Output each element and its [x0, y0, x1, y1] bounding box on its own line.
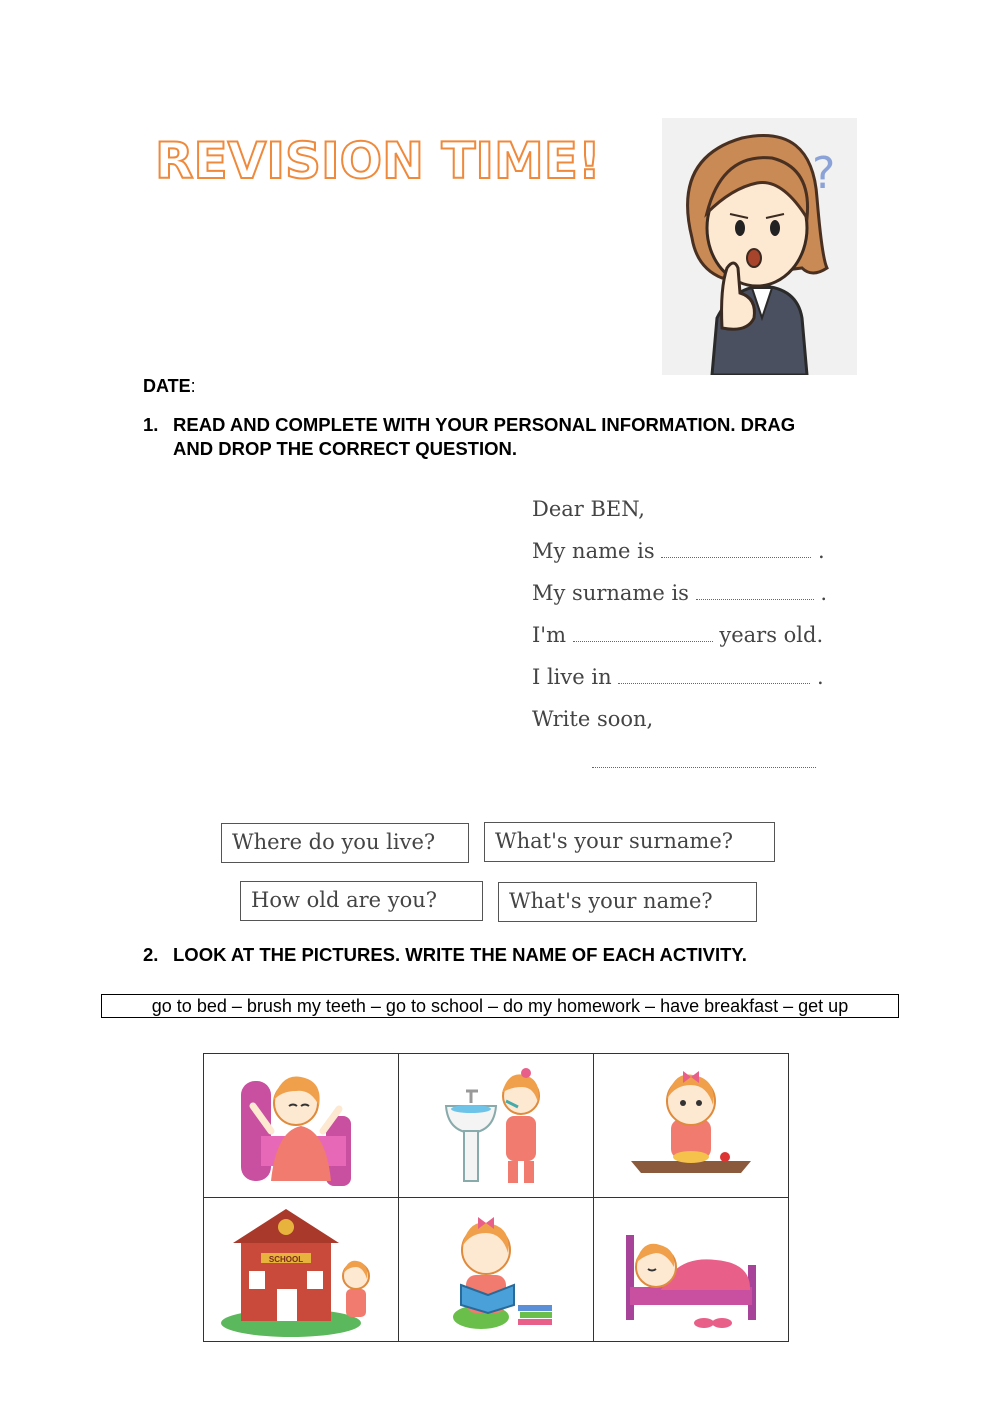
letter-live-line: I live in . [532, 665, 824, 689]
picture-cell-2 [399, 1054, 594, 1198]
section-2-text: LOOK AT THE PICTURES. WRITE THE NAME OF EACH ACTIVITY. [173, 944, 747, 965]
picture-cell-6 [594, 1198, 789, 1342]
thinking-teacher-icon [662, 118, 857, 375]
girl-going-to-bed-icon [594, 1205, 788, 1335]
section-1-heading [143, 413, 903, 463]
girl-having-breakfast-icon [594, 1061, 788, 1191]
school-sign: SCHOOL [268, 1254, 304, 1264]
letter [532, 488, 852, 740]
question-surname[interactable]: What's your surname? [484, 822, 775, 862]
picture-cell-1 [204, 1054, 399, 1198]
age-blank[interactable] [573, 640, 713, 642]
section-2-heading [143, 943, 903, 969]
activity-picture-grid [203, 1053, 789, 1342]
letter-age-line: I'm years old. [532, 623, 824, 647]
question-where-live[interactable]: Where do you live? [221, 823, 469, 863]
section-2-number: 2. [143, 944, 159, 965]
svg-text:?: ? [812, 148, 836, 199]
word-bank: go to bed – brush my teeth – go to school – do my homework – have breakfast – get up [101, 994, 899, 1018]
section-1-line-2: AND DROP THE CORRECT QUESTION. [173, 438, 517, 459]
date-label: DATE: [143, 376, 196, 396]
question-age[interactable]: How old are you? [240, 881, 483, 921]
girl-doing-homework-icon [399, 1205, 593, 1335]
live-blank[interactable] [618, 682, 810, 684]
surname-blank[interactable] [696, 598, 814, 600]
girl-going-to-school-icon [204, 1201, 398, 1339]
name-blank[interactable] [661, 556, 811, 558]
signature-blank[interactable] [592, 766, 816, 768]
letter-closing: Write soon, [532, 707, 654, 731]
girl-brushing-teeth-icon [399, 1061, 593, 1191]
page-title: REVISION TIME! [155, 132, 601, 190]
letter-greeting: Dear BEN, [532, 497, 645, 521]
girl-getting-up-icon [204, 1061, 398, 1191]
picture-cell-3 [594, 1054, 789, 1198]
letter-surname-line: My surname is . [532, 581, 827, 605]
section-1-line-1: READ AND COMPLETE WITH YOUR PERSONAL INFORMATION. DRAG [173, 414, 796, 435]
section-1-number: 1. [143, 414, 159, 435]
letter-name-line: My name is . [532, 539, 825, 563]
question-name[interactable]: What's your name? [498, 882, 757, 922]
picture-cell-5 [399, 1198, 594, 1342]
picture-cell-4 [204, 1198, 399, 1342]
